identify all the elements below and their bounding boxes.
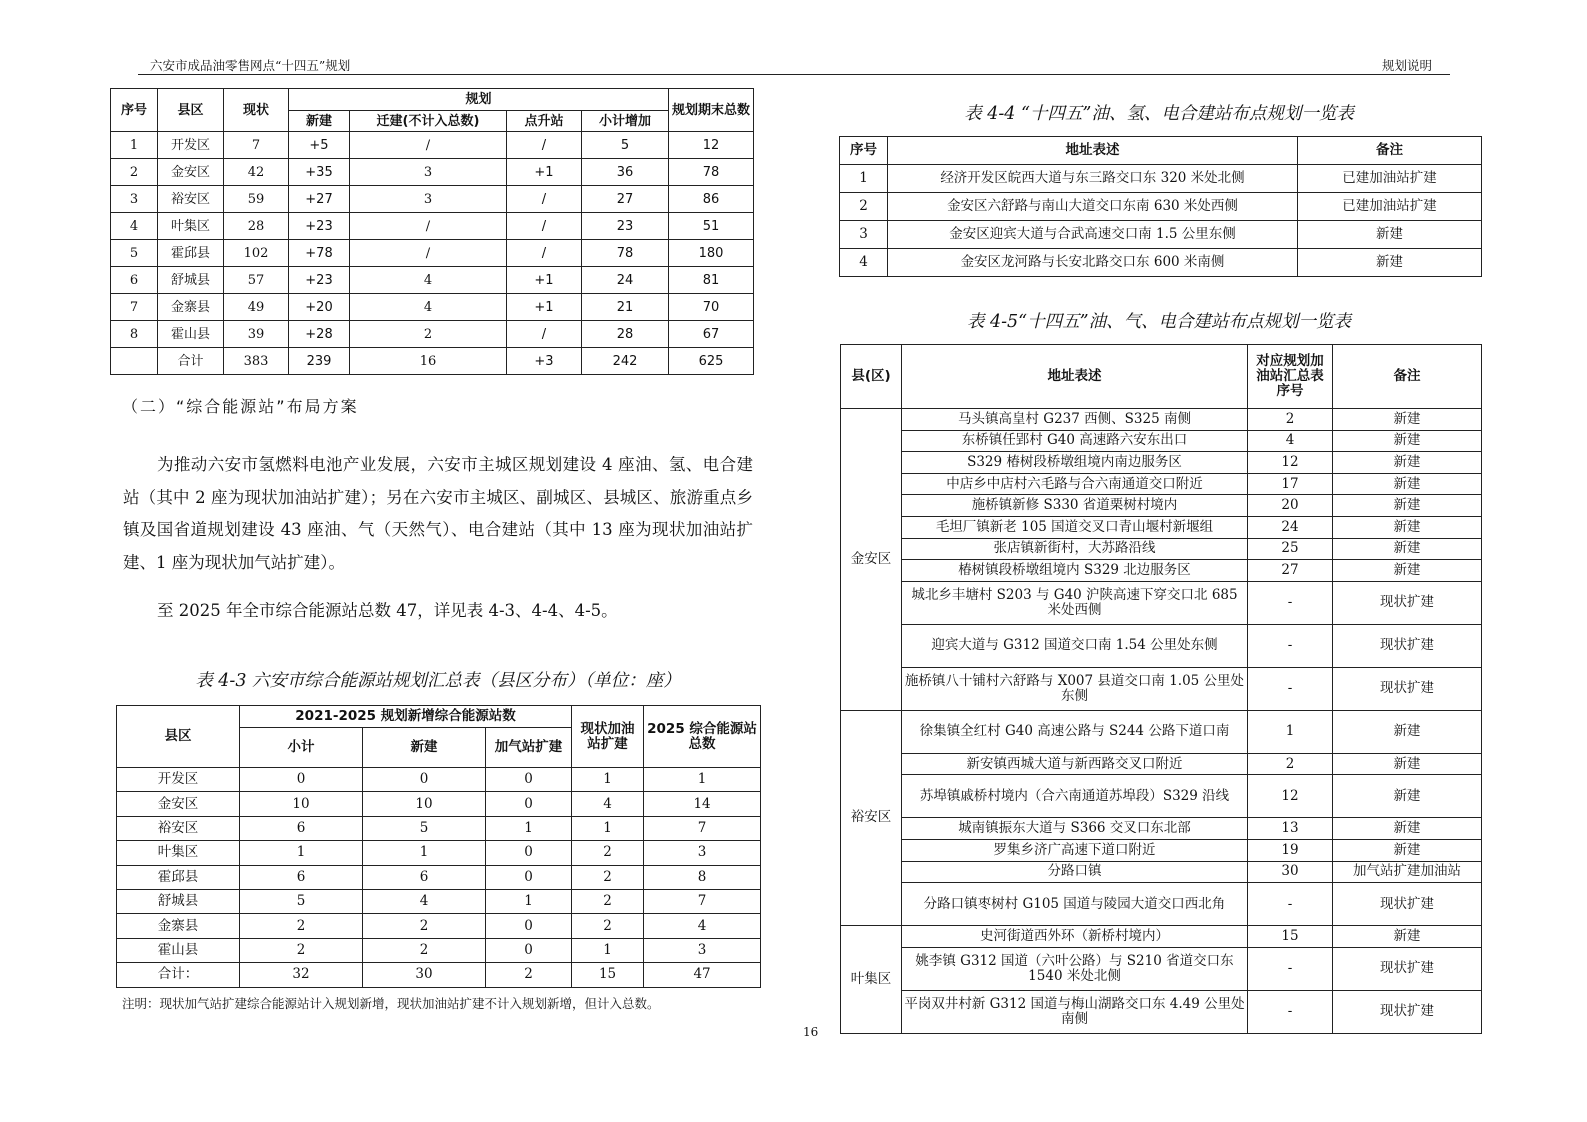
cell-new: +20: [289, 294, 350, 321]
cell-current: 28: [224, 213, 289, 240]
col-new: 新建: [289, 111, 350, 132]
cell-total-2025: 47: [644, 963, 761, 987]
cell-ref: 13: [1248, 818, 1333, 840]
cell-move: 16: [350, 348, 507, 375]
cell-current: 59: [224, 186, 289, 213]
table-row: [117, 768, 761, 792]
cell-address: 罗集乡济广高速下道口附近: [902, 839, 1248, 861]
cell-address: 马头镇高皇村 G237 西侧、S325 南侧: [902, 409, 1248, 431]
cell-address: 施桥镇新修 S330 省道栗树村境内: [902, 495, 1248, 517]
table-row: [841, 473, 1482, 495]
col-ref: 对应规划加油站汇总表序号: [1248, 345, 1333, 409]
cell-county: 裕安区: [117, 816, 240, 840]
cell-current: 39: [224, 321, 289, 348]
cell-current-expand: 15: [572, 963, 644, 987]
table-row: [841, 818, 1482, 840]
col-upgrade: 点升站: [507, 111, 582, 132]
cell-current-expand: 2: [572, 841, 644, 865]
cell-upgrade: +1: [507, 267, 582, 294]
cell-note: 已建加油站扩建: [1298, 193, 1482, 221]
cell-move: 3: [350, 186, 507, 213]
energy-station-summary-table: [116, 705, 761, 988]
cell-note: 现状扩建: [1333, 624, 1482, 667]
cell-county: 叶集区: [158, 213, 224, 240]
table43-caption: 表 4-3 六安市综合能源站规划汇总表（县区分布）（单位：座）: [195, 671, 681, 691]
cell-index: 1: [840, 165, 888, 193]
cell-upgrade: +1: [507, 159, 582, 186]
cell-new: +27: [289, 186, 350, 213]
table-row: [111, 294, 754, 321]
col-total-2025: 2025 综合能源站总数: [644, 706, 761, 768]
cell-subtotal: 28: [582, 321, 669, 348]
col-end-total: 规划期末总数: [669, 89, 754, 132]
cell-note: 新建: [1333, 452, 1482, 474]
cell-address: 苏埠镇戚桥村境内（合六南通道苏埠段）S329 沿线: [902, 775, 1248, 818]
cell-note: 新建: [1333, 775, 1482, 818]
page-number: 16: [803, 1025, 819, 1039]
table-row: [840, 193, 1482, 221]
cell-new: 4: [363, 889, 486, 913]
cell-upgrade: /: [507, 321, 582, 348]
cell-total-2025: 3: [644, 841, 761, 865]
cell-ref: 4: [1248, 430, 1333, 452]
table-row: [117, 841, 761, 865]
cell-move: 3: [350, 159, 507, 186]
cell-subtotal: 6: [240, 816, 363, 840]
cell-new: +35: [289, 159, 350, 186]
cell-address: 金安区迎宾大道与合武高速交口南 1.5 公里东侧: [888, 221, 1298, 249]
table-row: [111, 348, 754, 375]
cell-note: 现状扩建: [1333, 883, 1482, 926]
cell-subtotal: 242: [582, 348, 669, 375]
cell-move: /: [350, 132, 507, 159]
table44-caption: 表 4-4 “十四五”油、氢、电合建站布点规划一览表: [964, 104, 1354, 124]
table-row: [841, 452, 1482, 474]
cell-current-expand: 1: [572, 768, 644, 792]
cell-end-total: 78: [669, 159, 754, 186]
table-row: [111, 240, 754, 267]
cell-gas-expand: 0: [486, 792, 572, 816]
cell-note: 新建: [1333, 430, 1482, 452]
cell-note: 新建: [1333, 516, 1482, 538]
paragraph-1: 为推动六安市氢燃料电池产业发展，六安市主城区规划建设 4 座油、氢、电合建站（其中 2 座为现状加油站扩建）；另在六安市主城区、副城区、县城区、旅游重点乡镇及国省道规划建设 43 座油、气（天然气）、电合建站（其中 13 座为现状加油站扩建、1 座为现状加气站扩建）。: [123, 455, 753, 572]
cell-ref: 19: [1248, 839, 1333, 861]
cell-ref: 1: [1248, 710, 1333, 753]
cell-new: 0: [363, 768, 486, 792]
col-new: 新建: [363, 728, 486, 768]
cell-index: 6: [111, 267, 158, 294]
col-plan: 规划: [289, 89, 669, 111]
cell-current: 57: [224, 267, 289, 294]
cell-ref: -: [1248, 667, 1333, 710]
table-row: [841, 624, 1482, 667]
cell-address: 城南镇振东大道与 S366 交叉口东北部: [902, 818, 1248, 840]
cell-address: 椿树镇段桥墩组境内 S329 北边服务区: [902, 560, 1248, 582]
cell-address: 姚李镇 G312 国道（六叶公路）与 S210 省道交口东 1540 米处北侧: [902, 947, 1248, 990]
col-address: 地址表述: [902, 345, 1248, 409]
cell-county: 金安区: [117, 792, 240, 816]
cell-end-total: 67: [669, 321, 754, 348]
cell-subtotal: 27: [582, 186, 669, 213]
cell-index: 1: [111, 132, 158, 159]
cell-address: 徐集镇全红村 G40 高速公路与 S244 公路下道口南: [902, 710, 1248, 753]
cell-ref: -: [1248, 947, 1333, 990]
col-index: 序号: [840, 137, 888, 165]
cell-county: 合计：: [117, 963, 240, 987]
cell-new: +28: [289, 321, 350, 348]
cell-ref: -: [1248, 990, 1333, 1033]
cell-upgrade: +1: [507, 294, 582, 321]
table-row: [841, 516, 1482, 538]
cell-county: 金寨县: [117, 914, 240, 938]
table-row: [841, 839, 1482, 861]
cell-ref: 2: [1248, 409, 1333, 431]
cell-gas-expand: 0: [486, 865, 572, 889]
cell-subtotal: 2: [240, 938, 363, 962]
cell-note: 新建: [1333, 839, 1482, 861]
col-county: 县区: [117, 706, 240, 768]
cell-gas-expand: 1: [486, 889, 572, 913]
cell-current-expand: 2: [572, 889, 644, 913]
cell-total-2025: 7: [644, 816, 761, 840]
table-row: [840, 249, 1482, 277]
cell-note: 新建: [1333, 926, 1482, 948]
table-row: [111, 213, 754, 240]
cell-note: 现状扩建: [1333, 667, 1482, 710]
cell-ref: 25: [1248, 538, 1333, 560]
cell-ref: -: [1248, 624, 1333, 667]
table45-caption: 表 4-5“十四五”油、气、电合建站布点规划一览表: [966, 312, 1352, 332]
col-note: 备注: [1333, 345, 1482, 409]
table-row: [841, 667, 1482, 710]
header-left: 六安市成品油零售网点“十四五”规划: [150, 58, 351, 73]
cell-note: 现状扩建: [1333, 990, 1482, 1033]
cell-subtotal: 1: [240, 841, 363, 865]
cell-subtotal: 10: [240, 792, 363, 816]
cell-county: 叶集区: [117, 841, 240, 865]
cell-new: 5: [363, 816, 486, 840]
cell-subtotal: 5: [240, 889, 363, 913]
table-row: [841, 560, 1482, 582]
cell-upgrade: /: [507, 240, 582, 267]
col-subtotal: 小计增加: [582, 111, 669, 132]
cell-subtotal: 6: [240, 865, 363, 889]
paragraph-2: 至 2025 年全市综合能源站总数 47，详见表 4-3、4-4、4-5。: [157, 601, 618, 620]
county-station-plan-table: [110, 88, 754, 375]
cell-index: 4: [840, 249, 888, 277]
cell-ref: 15: [1248, 926, 1333, 948]
table-row: [111, 132, 754, 159]
cell-current: 7: [224, 132, 289, 159]
cell-county: 金安区: [158, 159, 224, 186]
cell-note: 新建: [1333, 538, 1482, 560]
cell-county: 霍邱县: [117, 865, 240, 889]
gas-station-table: [840, 344, 1482, 1034]
cell-note: 新建: [1298, 249, 1482, 277]
cell-county: 舒城县: [158, 267, 224, 294]
table-row: [117, 816, 761, 840]
cell-county: 裕安区: [841, 710, 902, 925]
cell-address: 施桥镇八十铺村六舒路与 X007 县道交口南 1.05 公里处东侧: [902, 667, 1248, 710]
cell-gas-expand: 1: [486, 816, 572, 840]
cell-address: 史河街道西外环（新桥村境内）: [902, 926, 1248, 948]
cell-ref: 24: [1248, 516, 1333, 538]
cell-note: 新建: [1333, 409, 1482, 431]
cell-ref: -: [1248, 581, 1333, 624]
cell-index: 5: [111, 240, 158, 267]
cell-total-2025: 14: [644, 792, 761, 816]
cell-subtotal: 0: [240, 768, 363, 792]
table-row: [117, 938, 761, 962]
hydrogen-station-table: [839, 136, 1482, 277]
cell-note: 新建: [1333, 818, 1482, 840]
table-row: [117, 963, 761, 987]
cell-note: 新建: [1333, 495, 1482, 517]
cell-current: 383: [224, 348, 289, 375]
table-row: [117, 889, 761, 913]
cell-ref: 17: [1248, 473, 1333, 495]
cell-gas-expand: 0: [486, 768, 572, 792]
table-row: [111, 159, 754, 186]
cell-upgrade: /: [507, 213, 582, 240]
table-row: [841, 581, 1482, 624]
col-address: 地址表述: [888, 137, 1298, 165]
cell-move: 4: [350, 294, 507, 321]
table-row: [117, 914, 761, 938]
cell-current-expand: 2: [572, 865, 644, 889]
cell-note: 新建: [1298, 221, 1482, 249]
table-row: [841, 710, 1482, 753]
cell-new: +78: [289, 240, 350, 267]
cell-total-2025: 1: [644, 768, 761, 792]
cell-current: 49: [224, 294, 289, 321]
cell-ref: 20: [1248, 495, 1333, 517]
cell-county: 裕安区: [158, 186, 224, 213]
cell-county: 金寨县: [158, 294, 224, 321]
cell-subtotal: 24: [582, 267, 669, 294]
table-row: [840, 165, 1482, 193]
table-row: [841, 753, 1482, 775]
cell-address: 城北乡丰塘村 S203 与 G40 沪陕高速下穿交口北 685 米处西侧: [902, 581, 1248, 624]
cell-move: 2: [350, 321, 507, 348]
cell-end-total: 81: [669, 267, 754, 294]
cell-address: 分路口镇枣树村 G105 国道与陵园大道交口西北角: [902, 883, 1248, 926]
cell-new: 2: [363, 938, 486, 962]
cell-ref: 12: [1248, 452, 1333, 474]
cell-total-2025: 7: [644, 889, 761, 913]
col-group: 2021-2025 规划新增综合能源站数: [240, 706, 572, 728]
col-county: 县(区): [841, 345, 902, 409]
cell-index: 2: [840, 193, 888, 221]
cell-end-total: 70: [669, 294, 754, 321]
cell-address: 金安区龙河路与长安北路交口东 600 米南侧: [888, 249, 1298, 277]
cell-note: 新建: [1333, 710, 1482, 753]
table-row: [841, 538, 1482, 560]
cell-note: 新建: [1333, 560, 1482, 582]
cell-subtotal: 23: [582, 213, 669, 240]
table-row: [841, 990, 1482, 1033]
cell-address: S329 椿树段桥墩组境内南边服务区: [902, 452, 1248, 474]
table-row: [841, 947, 1482, 990]
cell-total-2025: 4: [644, 914, 761, 938]
cell-new: 2: [363, 914, 486, 938]
cell-index: 7: [111, 294, 158, 321]
cell-upgrade: /: [507, 186, 582, 213]
table-row: [841, 409, 1482, 431]
cell-ref: -: [1248, 883, 1333, 926]
cell-address: 金安区六舒路与南山大道交口东南 630 米处西侧: [888, 193, 1298, 221]
cell-county: 合计: [158, 348, 224, 375]
cell-end-total: 180: [669, 240, 754, 267]
cell-county: 开发区: [158, 132, 224, 159]
cell-county: 叶集区: [841, 926, 902, 1034]
cell-note: 新建: [1333, 473, 1482, 495]
table-row: [117, 865, 761, 889]
cell-note: 已建加油站扩建: [1298, 165, 1482, 193]
cell-gas-expand: 0: [486, 914, 572, 938]
cell-new: +5: [289, 132, 350, 159]
cell-new: +23: [289, 267, 350, 294]
cell-address: 东桥镇任郢村 G40 高速路六安东出口: [902, 430, 1248, 452]
cell-index: 4: [111, 213, 158, 240]
cell-new: 30: [363, 963, 486, 987]
cell-county: 金安区: [841, 409, 902, 711]
cell-current-expand: 2: [572, 914, 644, 938]
cell-move: /: [350, 213, 507, 240]
table-row: [841, 926, 1482, 948]
col-index: 序号: [111, 89, 158, 132]
table-row: [111, 186, 754, 213]
cell-ref: 12: [1248, 775, 1333, 818]
cell-new: 1: [363, 841, 486, 865]
cell-county: 开发区: [117, 768, 240, 792]
header-right: 规划说明: [1382, 58, 1433, 73]
cell-address: 张店镇新街村，大苏路沿线: [902, 538, 1248, 560]
table-row: [841, 430, 1482, 452]
cell-subtotal: 2: [240, 914, 363, 938]
cell-current-expand: 4: [572, 792, 644, 816]
table-row: [111, 321, 754, 348]
cell-move: /: [350, 240, 507, 267]
table-row: [111, 267, 754, 294]
cell-end-total: 625: [669, 348, 754, 375]
col-gas-expand: 加气站扩建: [486, 728, 572, 768]
header-divider: [138, 74, 1450, 75]
cell-gas-expand: 2: [486, 963, 572, 987]
cell-index: 8: [111, 321, 158, 348]
cell-total-2025: 3: [644, 938, 761, 962]
cell-upgrade: +3: [507, 348, 582, 375]
table-row: [117, 792, 761, 816]
cell-address: 中店乡中店村六毛路与合六南通道交口附近: [902, 473, 1248, 495]
cell-end-total: 12: [669, 132, 754, 159]
cell-note: 现状扩建: [1333, 947, 1482, 990]
cell-address: 毛坦厂镇新老 105 国道交叉口青山堰村新堰组: [902, 516, 1248, 538]
cell-county: 霍山县: [117, 938, 240, 962]
table-row: [841, 883, 1482, 926]
cell-ref: 2: [1248, 753, 1333, 775]
col-move: 迁建(不计入总数): [350, 111, 507, 132]
cell-address: 迎宾大道与 G312 国道交口南 1.54 公里处东侧: [902, 624, 1248, 667]
cell-county: 霍邱县: [158, 240, 224, 267]
cell-index: 2: [111, 159, 158, 186]
cell-new: 10: [363, 792, 486, 816]
cell-note: 新建: [1333, 753, 1482, 775]
cell-county: 霍山县: [158, 321, 224, 348]
col-note: 备注: [1298, 137, 1482, 165]
cell-note: 现状扩建: [1333, 581, 1482, 624]
cell-current-expand: 1: [572, 816, 644, 840]
cell-address: 新安镇西城大道与新西路交叉口附近: [902, 753, 1248, 775]
cell-ref: 27: [1248, 560, 1333, 582]
col-county: 县区: [158, 89, 224, 132]
cell-index: 3: [111, 186, 158, 213]
cell-current-expand: 1: [572, 938, 644, 962]
cell-index: 3: [840, 221, 888, 249]
cell-total-2025: 8: [644, 865, 761, 889]
col-current-expand: 现状加油站扩建: [572, 706, 644, 768]
cell-ref: 30: [1248, 861, 1333, 883]
cell-upgrade: /: [507, 132, 582, 159]
cell-subtotal: 32: [240, 963, 363, 987]
cell-subtotal: 21: [582, 294, 669, 321]
cell-county: 舒城县: [117, 889, 240, 913]
table-row: [841, 775, 1482, 818]
cell-index: [111, 348, 158, 375]
cell-gas-expand: 0: [486, 841, 572, 865]
table43-note: 注明：现状加气站扩建综合能源站计入规划新增，现状加油站扩建不计入规划新增，但计入总数。: [122, 996, 660, 1011]
col-current: 现状: [224, 89, 289, 132]
section-title: （二）“综合能源站”布局方案: [122, 397, 359, 416]
cell-current: 42: [224, 159, 289, 186]
cell-end-total: 51: [669, 213, 754, 240]
cell-address: 平岗双井村新 G312 国道与梅山湖路交口东 4.49 公里处南侧: [902, 990, 1248, 1033]
table-row: [841, 861, 1482, 883]
cell-new: 6: [363, 865, 486, 889]
cell-subtotal: 78: [582, 240, 669, 267]
cell-new: 239: [289, 348, 350, 375]
table-row: [841, 495, 1482, 517]
cell-new: +23: [289, 213, 350, 240]
cell-end-total: 86: [669, 186, 754, 213]
cell-address: 经济开发区皖西大道与东三路交口东 320 米处北侧: [888, 165, 1298, 193]
table-row: [840, 221, 1482, 249]
cell-subtotal: 36: [582, 159, 669, 186]
col-subtotal: 小计: [240, 728, 363, 768]
cell-current: 102: [224, 240, 289, 267]
cell-subtotal: 5: [582, 132, 669, 159]
cell-address: 分路口镇: [902, 861, 1248, 883]
cell-gas-expand: 0: [486, 938, 572, 962]
cell-move: 4: [350, 267, 507, 294]
cell-note: 加气站扩建加油站: [1333, 861, 1482, 883]
